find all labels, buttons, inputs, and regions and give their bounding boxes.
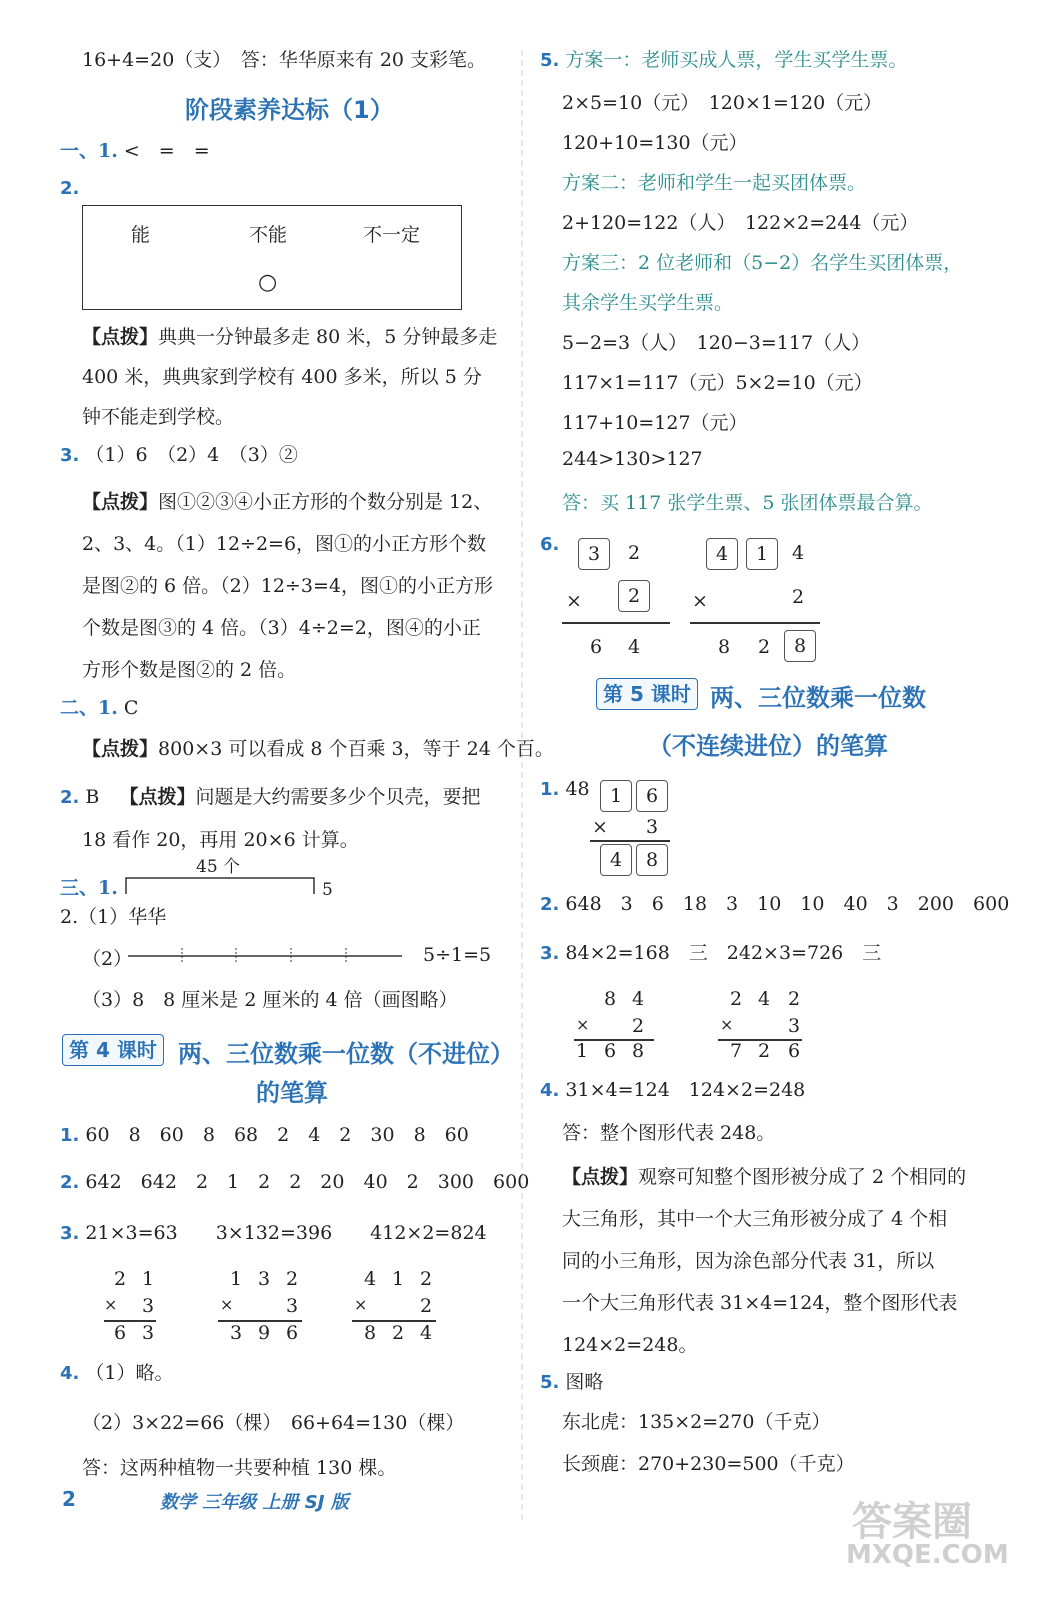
brace-top-label: 45 个 — [196, 857, 241, 877]
digit-box: 6 — [636, 780, 668, 812]
l4-q1-num: 1. — [60, 1125, 80, 1146]
tip2-line: 是图②的 6 倍。（2）12÷3=4，图①的小正方形 — [82, 575, 493, 597]
l5-q5-num: 5. — [540, 1372, 560, 1393]
multiply-sign: × — [354, 1295, 368, 1314]
l5-q5b: 长颈鹿：270+230=500（千克） — [562, 1453, 855, 1475]
s2-label: 二、1. — [60, 697, 118, 719]
tip5 — [562, 1156, 966, 1366]
digit: 1 — [392, 1268, 405, 1290]
plan3-title: 方案三：2 位老师和（5−2）名学生买团体票， — [562, 252, 963, 274]
l4-q4-num: 4. — [60, 1363, 80, 1384]
digit: 6 — [604, 1040, 617, 1062]
lesson4-title: 两、三位数乘一位数（不进位） — [178, 1040, 514, 1068]
digit: 3 — [258, 1268, 271, 1290]
digit: 1 — [576, 1040, 589, 1062]
lesson5-title: 两、三位数乘一位数 — [710, 684, 926, 712]
q3-line — [60, 440, 298, 467]
digit: 2 — [114, 1268, 127, 1290]
digit: 8 — [632, 1040, 645, 1062]
tip1-line: 钟不能走到学校。 — [82, 406, 235, 428]
digit: 3 — [142, 1295, 155, 1317]
digit: 8 — [364, 1322, 377, 1344]
l5-q2 — [540, 889, 1009, 916]
p3-line3: 117+10=127（元） — [562, 412, 748, 434]
s1-line — [60, 136, 210, 163]
lesson5-badge: 第 5 课时 — [596, 678, 698, 710]
l5-q4-conclusion: 答：整个图形代表 248。 — [562, 1122, 776, 1144]
watermark-url: MXQE.COM — [846, 1540, 1009, 1570]
p1-line2: 120+10=130（元） — [562, 132, 748, 154]
s3-q2-name: 华华 — [128, 906, 167, 928]
table-header-cannot: 不能 — [249, 224, 288, 246]
p2-line1: 2+120=122（人） 122×2=244（元） — [562, 212, 919, 234]
digit-box: 1 — [746, 538, 778, 570]
q2b-block — [60, 776, 480, 861]
s2-line — [60, 693, 138, 720]
q2b-answer: B — [85, 786, 100, 808]
tip5-line: 大三角形，其中一个大三角形被分成了 4 个相 — [562, 1208, 948, 1230]
digit: 2 — [632, 1015, 645, 1037]
digit-box: 2 — [618, 580, 650, 612]
s1-answer: < = = — [123, 140, 210, 162]
digit: 8 — [718, 636, 731, 658]
l5-q1-answer: 48 — [565, 778, 590, 800]
tip2 — [82, 481, 493, 691]
l5-q5-answer: 图略 — [565, 1371, 604, 1393]
tip3-label: 【点拨】 — [82, 738, 159, 760]
lesson4-title-2: 的笔算 — [256, 1079, 328, 1107]
digit: 3 — [230, 1322, 243, 1344]
plan3-title-2: 其余学生买学生票。 — [562, 292, 734, 314]
q5-answer: 答：买 117 张学生票、5 张团体票最合算。 — [562, 492, 933, 514]
p3-line1: 5−2=3（人） 120−3=117（人） — [562, 332, 871, 354]
q3-num: 3. — [60, 445, 80, 466]
digit: 6 — [788, 1040, 801, 1062]
tip3-text: 800×3 可以看成 8 个百乘 3，等于 24 个百。 — [158, 738, 554, 760]
section-title: 阶段素养达标（1） — [185, 96, 394, 124]
p3-line4: 244>130>127 — [562, 448, 703, 470]
digit-box: 1 — [600, 780, 632, 812]
tip1-line: 典典一分钟最多走 80 米，5 分钟最多走 — [158, 326, 498, 348]
l4-q4a: （1）略。 — [85, 1362, 174, 1384]
plan2-title: 方案二：老师和学生一起买团体票。 — [562, 172, 867, 194]
table-header-can: 能 — [131, 224, 151, 246]
l4-q3 — [60, 1218, 487, 1245]
plan1-title: 方案一：老师买成人票，学生买学生票。 — [565, 49, 908, 71]
l4-q1-answer: 60 8 60 8 68 2 4 2 30 8 60 — [85, 1124, 469, 1146]
digit: 1 — [142, 1268, 155, 1290]
digit: 6 — [590, 636, 603, 658]
l5-q4 — [540, 1075, 805, 1102]
table-mark: ○ — [258, 270, 278, 295]
number-line — [128, 944, 408, 968]
footer-book-info: 数学 三年级 上册 SJ 版 — [160, 1492, 349, 1513]
calc-line — [690, 622, 820, 624]
s3-q2b-right: 5÷1=5 — [423, 944, 492, 966]
tip2-line: 个数是图③的 4 倍。（3）4÷2=2，图④的小正 — [82, 617, 481, 639]
lesson5-title-2: （不连续进位）的笔算 — [648, 732, 888, 760]
multiply-sign: × — [104, 1295, 118, 1314]
digit: 7 — [730, 1040, 743, 1062]
l5-q5 — [540, 1367, 603, 1394]
digit: 2 — [758, 1040, 771, 1062]
tip4-line: 问题是大约需要多少个贝壳，要把 — [195, 786, 481, 808]
s3-q2-label: 2.（1） — [60, 906, 129, 928]
brace-line — [126, 878, 314, 894]
l5-q3-num: 3. — [540, 943, 560, 964]
tip2-line: 方形个数是图②的 2 倍。 — [82, 659, 297, 681]
p3-line2: 117×1=117（元）5×2=10（元） — [562, 372, 873, 394]
tip1-label: 【点拨】 — [82, 326, 159, 348]
l5-q4-answer: 31×4=124 124×2=248 — [565, 1079, 806, 1101]
multiply-sign: × — [720, 1015, 734, 1034]
digit: 2 — [420, 1295, 433, 1317]
digit: 3 — [646, 816, 659, 838]
l5-q4-num: 4. — [540, 1080, 560, 1101]
q3-answer: （1）6 （2）4 （3）② — [85, 444, 298, 466]
tip2-line: 2、3、4。（1）12÷2=6，图①的小正方形个数 — [82, 533, 487, 555]
multiply-sign: × — [566, 590, 582, 612]
multiply-sign: × — [592, 816, 608, 838]
l5-q2-answer: 648 3 6 18 3 10 10 40 3 200 600 — [565, 893, 1010, 915]
page-number: 2 — [62, 1487, 76, 1511]
s3-q2-line — [60, 902, 166, 929]
l5-q1 — [540, 778, 590, 800]
brace-diagram — [124, 872, 324, 898]
q6-calc-b — [690, 536, 830, 666]
q2b-num: 2. — [60, 787, 80, 808]
tip5-line: 同的小三角形，因为涂色部分代表 31，所以 — [562, 1250, 935, 1272]
digit: 3 — [286, 1295, 299, 1317]
s3-q2c: （3）8 8 厘米是 2 厘米的 4 倍（画图略） — [82, 989, 458, 1011]
tip1 — [82, 317, 497, 437]
digit: 2 — [730, 988, 743, 1010]
digit-box: 8 — [784, 630, 816, 662]
watermark-logo: 答案圈 — [852, 1499, 972, 1545]
s2-answer: C — [123, 697, 139, 719]
calc-line — [562, 622, 670, 624]
multiply-sign: × — [692, 590, 708, 612]
q5-plan1 — [540, 45, 907, 72]
l5-q3-answer: 84×2=168 三 242×3=726 三 — [565, 942, 882, 964]
l4-q1 — [60, 1120, 469, 1147]
l4-q4c: 答：这两种植物一共要种植 130 棵。 — [82, 1457, 397, 1479]
l5-q5a: 东北虎：135×2=270（千克） — [562, 1411, 831, 1433]
multiply-sign: × — [220, 1295, 234, 1314]
multiply-sign: × — [576, 1015, 590, 1034]
digit: 3 — [142, 1322, 155, 1344]
digit: 3 — [788, 1015, 801, 1037]
digit: 4 — [628, 636, 641, 658]
digit: 6 — [286, 1322, 299, 1344]
calc-line — [590, 840, 670, 842]
answer-table — [82, 205, 462, 310]
digit: 2 — [286, 1268, 299, 1290]
digit-box: 3 — [578, 538, 610, 570]
s3-label — [60, 873, 118, 900]
digit: 4 — [758, 988, 771, 1010]
digit: 9 — [258, 1322, 271, 1344]
tip5-line: 观察可知整个图形被分成了 2 个相同的 — [638, 1166, 967, 1188]
q6-calc-a — [562, 536, 674, 666]
digit: 1 — [230, 1268, 243, 1290]
tip1-line: 400 米，典典家到学校有 400 多米，所以 5 分 — [82, 366, 482, 388]
tip4-label: 【点拨】 — [119, 786, 196, 808]
l5-q2-num: 2. — [540, 894, 560, 915]
digit-box: 4 — [706, 538, 738, 570]
tip5-label: 【点拨】 — [562, 1166, 639, 1188]
digit: 4 — [420, 1322, 433, 1344]
digit: 2 — [758, 636, 771, 658]
l4-q2 — [60, 1167, 529, 1194]
l4-q3-answer: 21×3=63 3×132=396 412×2=824 — [85, 1222, 487, 1244]
s3-q2b-label: （2） — [82, 948, 133, 970]
table-header-uncertain: 不一定 — [363, 224, 421, 246]
tip2-line: 图①②③④小正方形的个数分别是 12、 — [158, 491, 493, 513]
l4-q4 — [60, 1358, 174, 1385]
p1-line1: 2×5=10（元） 120×1=120（元） — [562, 92, 883, 114]
q6-num: 6. — [540, 534, 560, 555]
tip5-line: 一个大三角形代表 31×4=124，整个图形代表 — [562, 1292, 958, 1314]
digit-box: 8 — [636, 844, 668, 876]
q2-num: 2. — [60, 178, 80, 199]
digit: 4 — [792, 542, 805, 564]
l4-q2-answer: 642 642 2 1 2 2 20 40 2 300 600 — [85, 1171, 530, 1193]
l4-q4b: （2）3×22=66（棵） 66+64=130（棵） — [82, 1412, 465, 1434]
digit: 2 — [628, 542, 641, 564]
tip3 — [82, 734, 554, 761]
top-line: 16+4=20（支） 答：华华原来有 20 支彩笔。 — [82, 49, 487, 71]
digit: 2 — [792, 586, 805, 608]
column-divider — [521, 50, 523, 1520]
digit-box: 4 — [600, 844, 632, 876]
digit: 2 — [392, 1322, 405, 1344]
digit: 6 — [114, 1322, 127, 1344]
l5-q3 — [540, 938, 881, 965]
l5-q1-num: 1. — [540, 779, 560, 800]
brace-right-label: 5 — [322, 880, 333, 900]
l4-q2-num: 2. — [60, 1172, 80, 1193]
digit: 2 — [788, 988, 801, 1010]
digit: 4 — [364, 1268, 377, 1290]
q5-num: 5. — [540, 50, 560, 71]
tip4-line: 18 看作 20，再用 20×6 计算。 — [82, 829, 359, 851]
s1-label: 一、1. — [60, 140, 118, 162]
digit: 4 — [632, 988, 645, 1010]
digit: 2 — [420, 1268, 433, 1290]
s3-label-text: 三、1. — [60, 877, 118, 899]
tip2-label: 【点拨】 — [82, 491, 159, 513]
digit: 8 — [604, 988, 617, 1010]
l4-q3-num: 3. — [60, 1223, 80, 1244]
lesson4-badge: 第 4 课时 — [62, 1034, 164, 1066]
l5-calc — [590, 778, 680, 878]
tip5-line: 124×2=248。 — [562, 1334, 698, 1356]
